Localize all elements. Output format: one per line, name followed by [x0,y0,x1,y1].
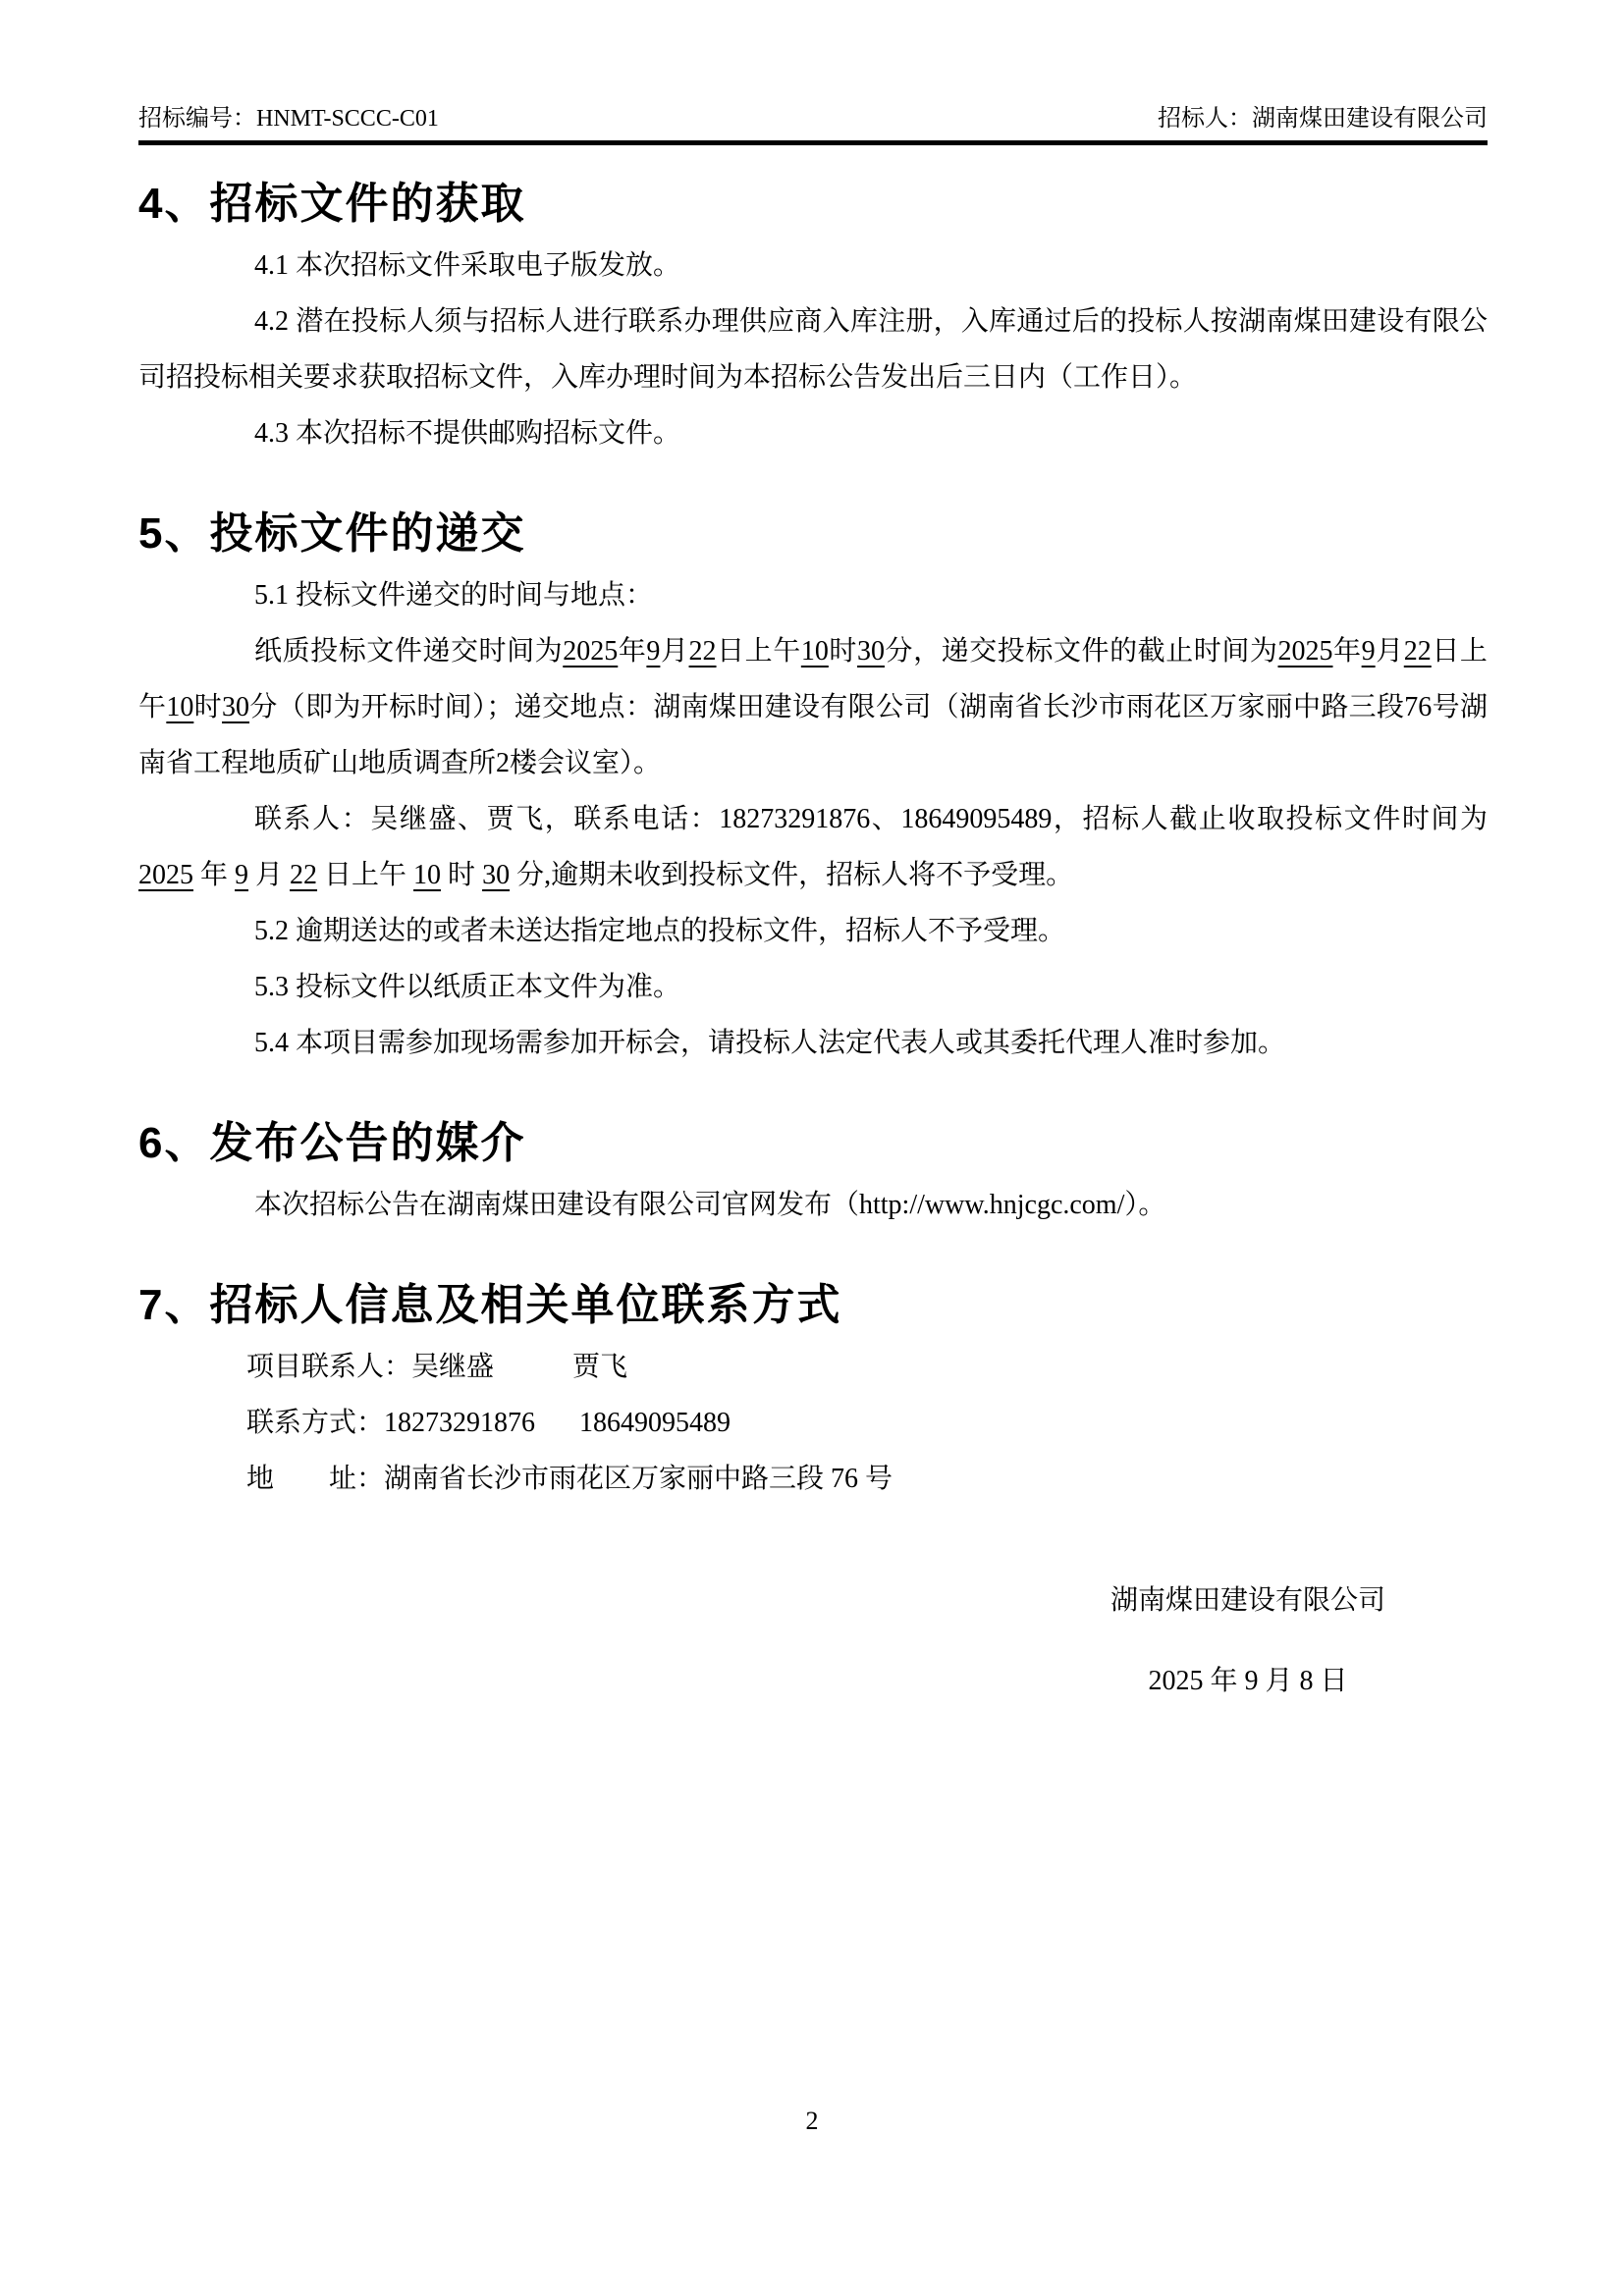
section-4-heading: 4、招标文件的获取 [138,180,526,228]
contact-name-2: 贾飞 [572,1352,628,1382]
clause-5-1-body: 纸质投标文件递交时间为2025年9月22日上午10时30分，递交投标文件的截止时间为2025年9月22日上午10时30分（即为开标时间）；递交地点：湖南煤田建设有限公司（湖南省长沙市雨花区万家丽中路三段76号湖南省工程地质矿山地质调查所2楼会议室）。 [138,636,1488,778]
section-6-heading: 6、发布公告的媒介 [138,1119,526,1167]
clause-5-4: 5.4 本项目需参加现场需参加开标会，请投标人法定代表人或其委托代理人准时参加。 [254,1028,1286,1058]
clause-4-2: 4.2 潜在投标人须与招标人进行联系办理供应商入库注册，入库通过后的投标人按湖南煤田建设有限公司招投标相关要求获取招标文件，入库办理时间为本招标公告发出后三日内（工作日）。 [138,306,1488,393]
clause-5-1: 5.1 投标文件递交的时间与地点： [254,580,654,611]
contact-name-1: 吴继盛 [411,1352,495,1382]
address-value: 湖南省长沙市雨花区万家丽中路三段 76 号 [384,1464,893,1494]
clause-4-1: 4.1 本次招标文件采取电子版发放。 [254,250,681,281]
address-label: 地 址： [246,1464,385,1494]
project-contacts-label: 项目联系人： [246,1352,412,1382]
project-contacts-line [138,1339,1488,1395]
contact-phone-2: 18649095489 [579,1408,731,1438]
clause-4-3: 4.3 本次招标不提供邮购招标文件。 [254,418,681,449]
contact-phones-label: 联系方式： [246,1408,385,1438]
page-header [138,0,1488,145]
address-line [138,1451,1488,1507]
contact-phone-1: 18273291876 [384,1408,536,1438]
section-5-heading: 5、投标文件的递交 [138,509,526,558]
section-6-body: 本次招标公告在湖南煤田建设有限公司官网发布（http://www.hnjcgc.com/）。 [254,1190,1166,1220]
clause-5-2: 5.2 逾期送达的或者未送达指定地点的投标文件，招标人不予受理。 [254,916,1066,946]
tenderer-name: 招标人：湖南煤田建设有限公司 [1158,106,1488,132]
page-footer [0,2107,1624,2136]
tender-number: 招标编号：HNMT-SCCC-C01 [138,106,439,132]
clause-5-3: 5.3 投标文件以纸质正本文件为准。 [254,972,681,1002]
page-number: 2 [805,2107,819,2135]
section-7-heading: 7、招标人信息及相关单位联系方式 [138,1281,842,1329]
signature-block [1101,1573,1395,1709]
signature-company: 湖南煤田建设有限公司 [1110,1585,1385,1616]
contact-phones-line [138,1395,1488,1451]
signature-date: 2025 年 9 月 8 日 [1148,1666,1348,1696]
clause-5-1-contacts: 联系人：吴继盛、贾飞，联系电话：18273291876、18649095489，招标人截止收取投标文件时间为 2025 年 9 月 22 日上午 10 时 30 分,逾期未收到投标文件，招标人将不予受理。 [138,804,1488,890]
